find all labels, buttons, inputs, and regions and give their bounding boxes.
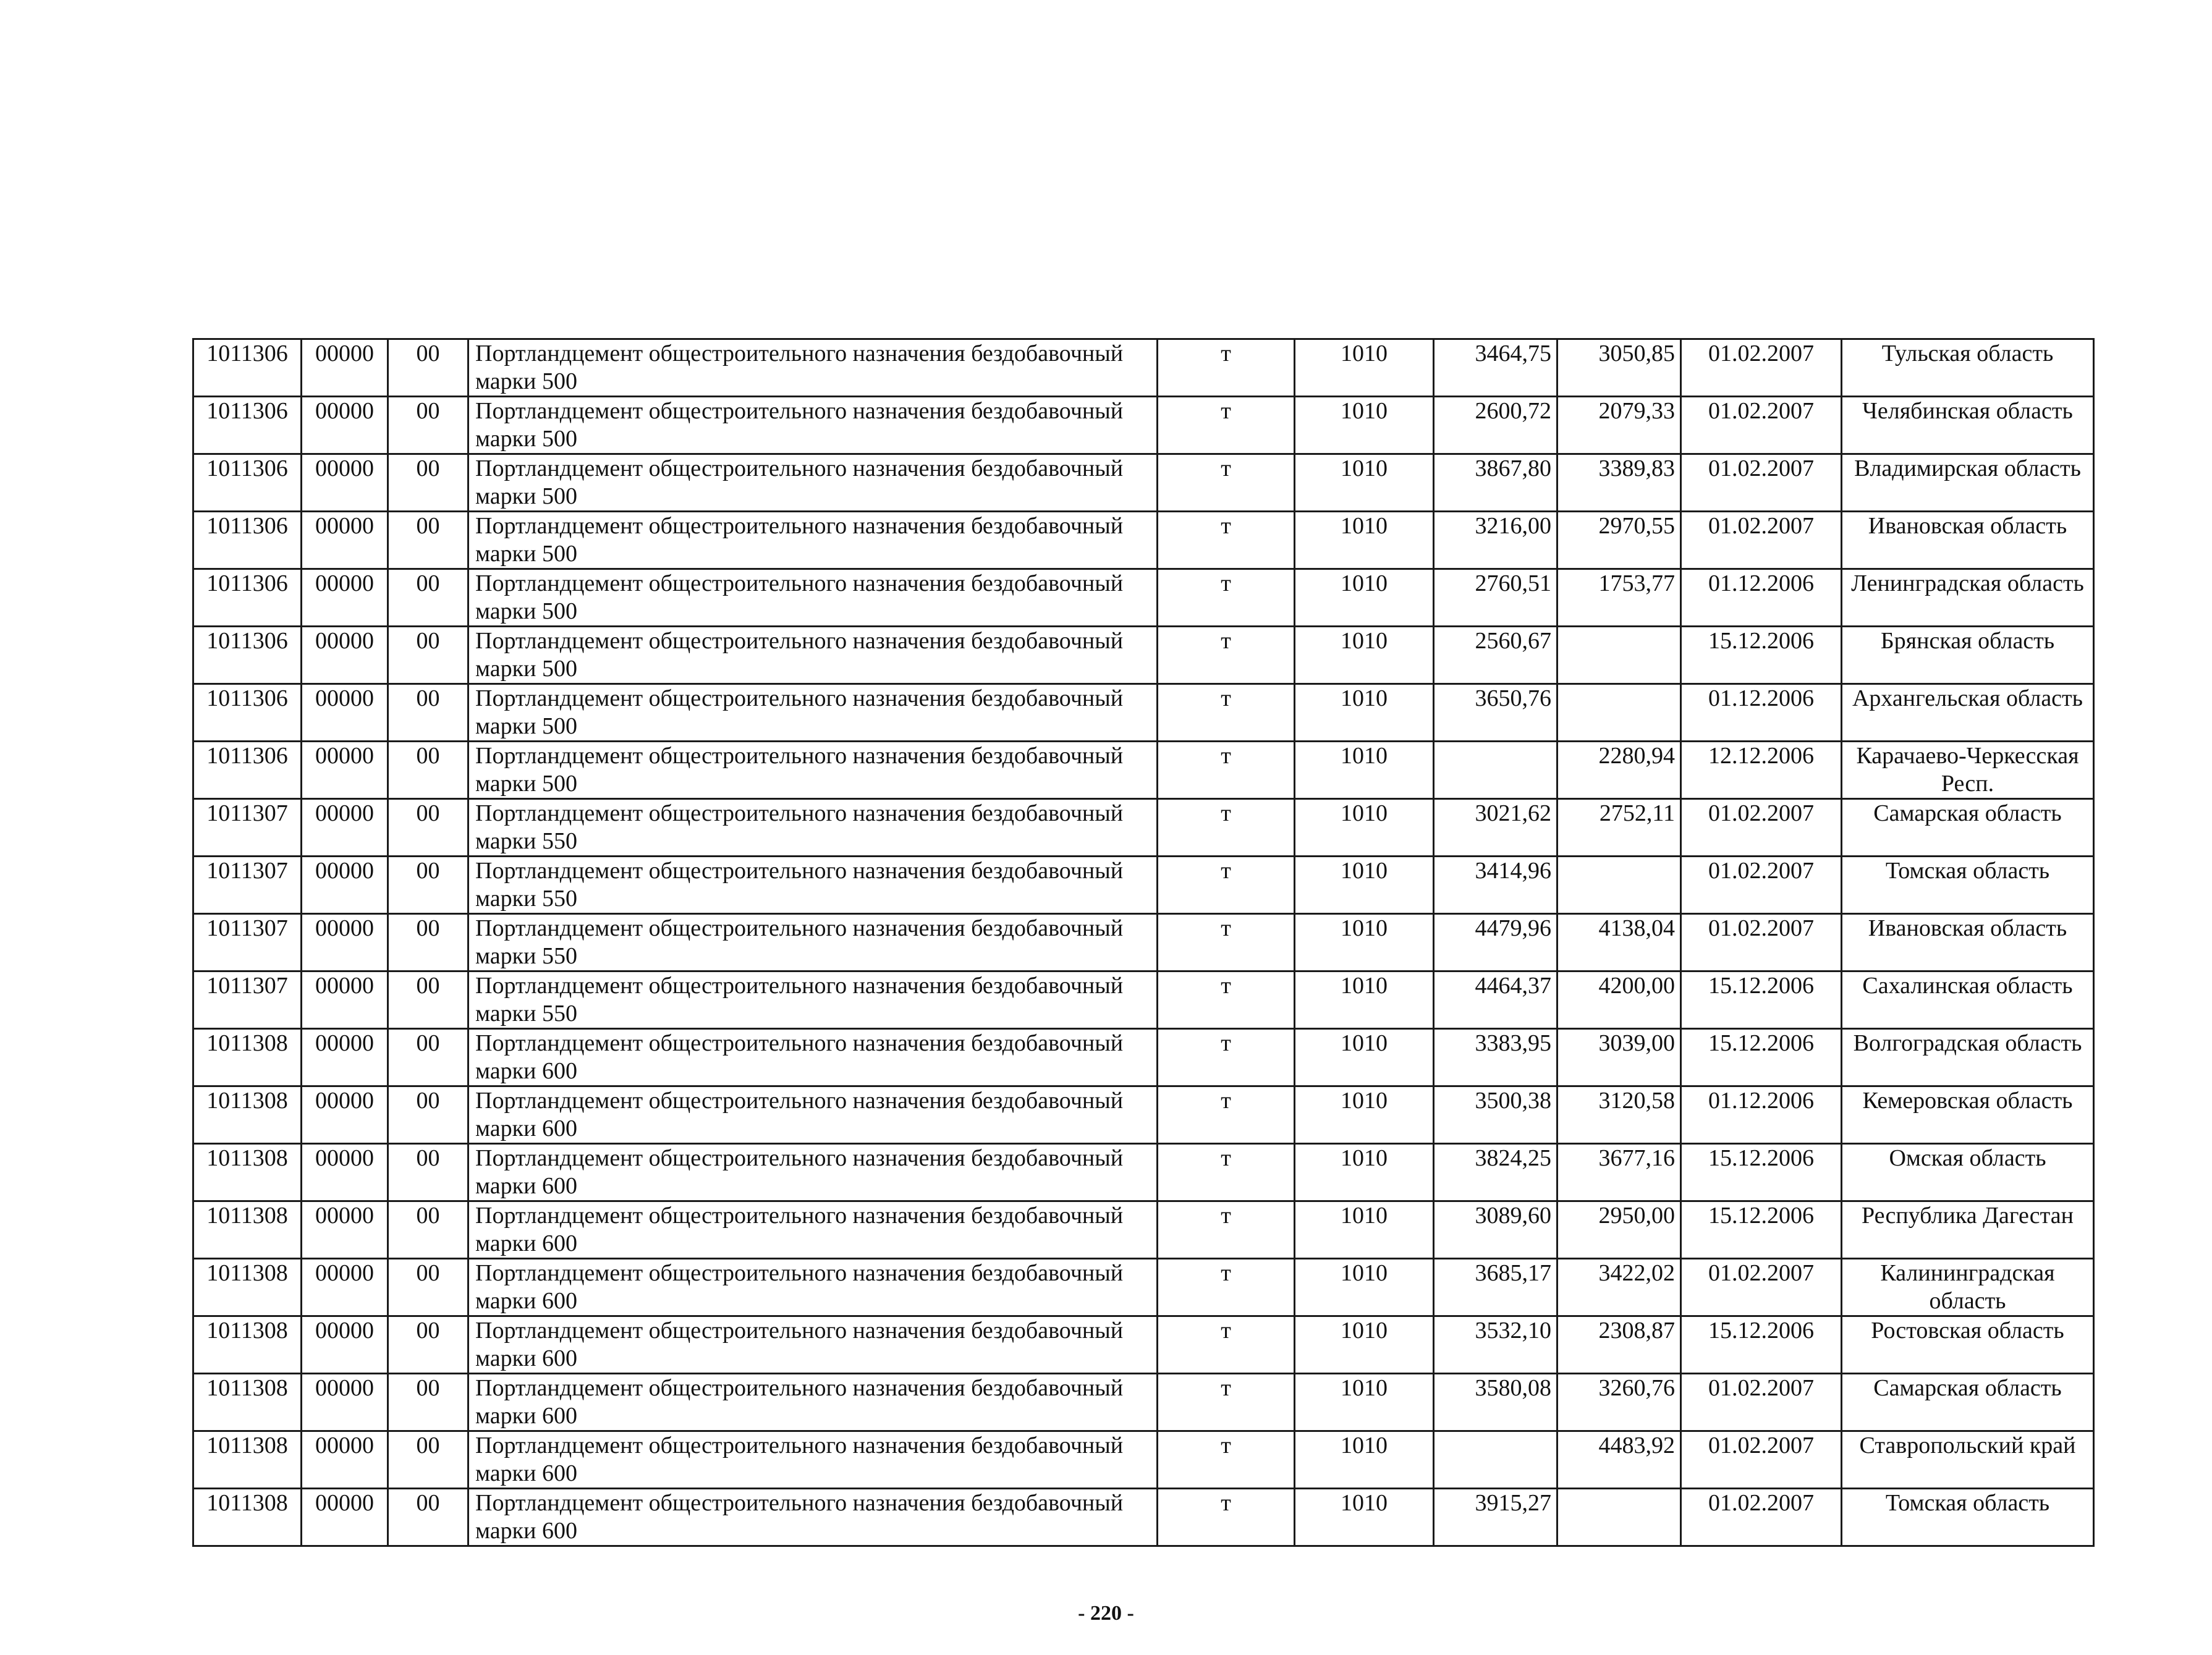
subcode-cell: 00000 [302, 971, 388, 1029]
unit-cell: т [1158, 454, 1295, 512]
region-cell: Тульская область [1842, 339, 2094, 397]
group-code-cell: 00 [388, 627, 468, 684]
product-code-cell: 1011308 [193, 1374, 302, 1431]
date-cell: 01.02.2007 [1681, 512, 1842, 569]
product-name-cell: Портландцемент общестроительного назначения бездобавочный марки 500 [468, 627, 1158, 684]
region-cell: Ставропольский край [1842, 1431, 2094, 1489]
product-name-cell: Портландцемент общестроительного назначения бездобавочный марки 550 [468, 914, 1158, 971]
group-code-cell: 00 [388, 742, 468, 799]
table-row [193, 1489, 2094, 1546]
price-1-cell: 4464,37 [1434, 971, 1557, 1029]
table-row [193, 339, 2094, 397]
region-cell: Томская область [1842, 1489, 2094, 1546]
table-row [193, 1431, 2094, 1489]
subcode-cell: 00000 [302, 684, 388, 742]
unit-code-cell: 1010 [1295, 1431, 1434, 1489]
price-1-cell: 3824,25 [1434, 1144, 1557, 1201]
group-code-cell: 00 [388, 971, 468, 1029]
date-cell: 01.12.2006 [1681, 1086, 1842, 1144]
unit-cell: т [1158, 339, 1295, 397]
product-code-cell: 1011306 [193, 512, 302, 569]
table-row [193, 684, 2094, 742]
unit-code-cell: 1010 [1295, 971, 1434, 1029]
price-2-cell: 2950,00 [1557, 1201, 1681, 1259]
subcode-cell: 00000 [302, 914, 388, 971]
table-row [193, 1086, 2094, 1144]
table-row [193, 1316, 2094, 1374]
subcode-cell: 00000 [302, 1201, 388, 1259]
date-cell: 15.12.2006 [1681, 1029, 1842, 1086]
subcode-cell: 00000 [302, 857, 388, 914]
region-cell: Сахалинская область [1842, 971, 2094, 1029]
unit-code-cell: 1010 [1295, 742, 1434, 799]
product-code-cell: 1011306 [193, 454, 302, 512]
region-cell: Томская область [1842, 857, 2094, 914]
region-cell: Челябинская область [1842, 397, 2094, 454]
unit-cell: т [1158, 684, 1295, 742]
date-cell: 01.02.2007 [1681, 914, 1842, 971]
region-cell: Ивановская область [1842, 512, 2094, 569]
price-1-cell: 2600,72 [1434, 397, 1557, 454]
product-code-cell: 1011307 [193, 799, 302, 857]
price-1-cell: 3915,27 [1434, 1489, 1557, 1546]
group-code-cell: 00 [388, 684, 468, 742]
price-2-cell: 3677,16 [1557, 1144, 1681, 1201]
subcode-cell: 00000 [302, 1431, 388, 1489]
product-name-cell: Портландцемент общестроительного назначения бездобавочный марки 500 [468, 512, 1158, 569]
unit-cell: т [1158, 1144, 1295, 1201]
product-name-cell: Портландцемент общестроительного назначения бездобавочный марки 600 [468, 1316, 1158, 1374]
subcode-cell: 00000 [302, 1374, 388, 1431]
product-name-cell: Портландцемент общестроительного назначения бездобавочный марки 550 [468, 971, 1158, 1029]
subcode-cell: 00000 [302, 799, 388, 857]
unit-cell: т [1158, 914, 1295, 971]
unit-code-cell: 1010 [1295, 512, 1434, 569]
group-code-cell: 00 [388, 799, 468, 857]
unit-code-cell: 1010 [1295, 1374, 1434, 1431]
subcode-cell: 00000 [302, 454, 388, 512]
price-2-cell: 2970,55 [1557, 512, 1681, 569]
table-row [193, 971, 2094, 1029]
table-row [193, 1374, 2094, 1431]
price-2-cell: 1753,77 [1557, 569, 1681, 627]
group-code-cell: 00 [388, 569, 468, 627]
table-row [193, 857, 2094, 914]
product-name-cell: Портландцемент общестроительного назначения бездобавочный марки 600 [468, 1086, 1158, 1144]
product-code-cell: 1011308 [193, 1029, 302, 1086]
group-code-cell: 00 [388, 1431, 468, 1489]
price-2-cell [1557, 857, 1681, 914]
region-cell: Брянская область [1842, 627, 2094, 684]
unit-cell: т [1158, 1201, 1295, 1259]
date-cell: 15.12.2006 [1681, 1201, 1842, 1259]
product-code-cell: 1011308 [193, 1259, 302, 1316]
product-name-cell: Портландцемент общестроительного назначения бездобавочный марки 600 [468, 1374, 1158, 1431]
price-table-container [192, 338, 2093, 1547]
product-name-cell: Портландцемент общестроительного назначения бездобавочный марки 600 [468, 1431, 1158, 1489]
price-1-cell: 3685,17 [1434, 1259, 1557, 1316]
product-name-cell: Портландцемент общестроительного назначения бездобавочный марки 500 [468, 569, 1158, 627]
price-2-cell: 3039,00 [1557, 1029, 1681, 1086]
unit-code-cell: 1010 [1295, 1489, 1434, 1546]
product-name-cell: Портландцемент общестроительного назначения бездобавочный марки 500 [468, 742, 1158, 799]
product-code-cell: 1011307 [193, 857, 302, 914]
product-name-cell: Портландцемент общестроительного назначения бездобавочный марки 600 [468, 1029, 1158, 1086]
product-name-cell: Портландцемент общестроительного назначения бездобавочный марки 550 [468, 857, 1158, 914]
unit-code-cell: 1010 [1295, 914, 1434, 971]
region-cell: Республика Дагестан [1842, 1201, 2094, 1259]
product-code-cell: 1011308 [193, 1316, 302, 1374]
price-1-cell: 4479,96 [1434, 914, 1557, 971]
product-code-cell: 1011306 [193, 569, 302, 627]
unit-cell: т [1158, 1431, 1295, 1489]
date-cell: 15.12.2006 [1681, 1316, 1842, 1374]
region-cell: Ленинградская область [1842, 569, 2094, 627]
price-2-cell: 3260,76 [1557, 1374, 1681, 1431]
price-1-cell: 3650,76 [1434, 684, 1557, 742]
product-name-cell: Портландцемент общестроительного назначения бездобавочный марки 500 [468, 339, 1158, 397]
unit-cell: т [1158, 512, 1295, 569]
unit-code-cell: 1010 [1295, 1201, 1434, 1259]
price-1-cell: 3867,80 [1434, 454, 1557, 512]
unit-cell: т [1158, 1259, 1295, 1316]
subcode-cell: 00000 [302, 742, 388, 799]
subcode-cell: 00000 [302, 1086, 388, 1144]
region-cell: Архангельская область [1842, 684, 2094, 742]
product-name-cell: Портландцемент общестроительного назначения бездобавочный марки 500 [468, 454, 1158, 512]
product-code-cell: 1011306 [193, 339, 302, 397]
date-cell: 01.02.2007 [1681, 799, 1842, 857]
unit-code-cell: 1010 [1295, 1144, 1434, 1201]
date-cell: 15.12.2006 [1681, 971, 1842, 1029]
table-row [193, 799, 2094, 857]
subcode-cell: 00000 [302, 512, 388, 569]
subcode-cell: 00000 [302, 569, 388, 627]
unit-code-cell: 1010 [1295, 1316, 1434, 1374]
date-cell: 01.02.2007 [1681, 339, 1842, 397]
region-cell: Кемеровская область [1842, 1086, 2094, 1144]
product-code-cell: 1011307 [193, 971, 302, 1029]
table-body [193, 339, 2094, 1546]
price-2-cell [1557, 627, 1681, 684]
product-name-cell: Портландцемент общестроительного назначения бездобавочный марки 550 [468, 799, 1158, 857]
date-cell: 01.02.2007 [1681, 1259, 1842, 1316]
unit-code-cell: 1010 [1295, 397, 1434, 454]
group-code-cell: 00 [388, 1259, 468, 1316]
date-cell: 15.12.2006 [1681, 1144, 1842, 1201]
region-cell: Омская область [1842, 1144, 2094, 1201]
region-cell: Владимирская область [1842, 454, 2094, 512]
price-2-cell: 2280,94 [1557, 742, 1681, 799]
group-code-cell: 00 [388, 1029, 468, 1086]
region-cell: Ивановская область [1842, 914, 2094, 971]
unit-code-cell: 1010 [1295, 627, 1434, 684]
table-row [193, 627, 2094, 684]
product-code-cell: 1011308 [193, 1431, 302, 1489]
table-row [193, 454, 2094, 512]
table-row [193, 397, 2094, 454]
unit-code-cell: 1010 [1295, 1029, 1434, 1086]
price-1-cell: 3532,10 [1434, 1316, 1557, 1374]
price-1-cell: 3216,00 [1434, 512, 1557, 569]
region-cell: Карачаево-Черкесская Респ. [1842, 742, 2094, 799]
subcode-cell: 00000 [302, 627, 388, 684]
region-cell: Самарская область [1842, 799, 2094, 857]
price-1-cell: 3580,08 [1434, 1374, 1557, 1431]
price-1-cell [1434, 1431, 1557, 1489]
price-1-cell: 2560,67 [1434, 627, 1557, 684]
unit-cell: т [1158, 1029, 1295, 1086]
date-cell: 01.02.2007 [1681, 857, 1842, 914]
table-row [193, 742, 2094, 799]
price-1-cell: 2760,51 [1434, 569, 1557, 627]
price-2-cell: 2079,33 [1557, 397, 1681, 454]
price-2-cell: 4483,92 [1557, 1431, 1681, 1489]
date-cell: 12.12.2006 [1681, 742, 1842, 799]
product-code-cell: 1011306 [193, 397, 302, 454]
unit-code-cell: 1010 [1295, 569, 1434, 627]
date-cell: 15.12.2006 [1681, 627, 1842, 684]
price-1-cell: 3383,95 [1434, 1029, 1557, 1086]
unit-code-cell: 1010 [1295, 684, 1434, 742]
group-code-cell: 00 [388, 1489, 468, 1546]
product-code-cell: 1011306 [193, 684, 302, 742]
unit-code-cell: 1010 [1295, 339, 1434, 397]
product-name-cell: Портландцемент общестроительного назначения бездобавочный марки 500 [468, 397, 1158, 454]
group-code-cell: 00 [388, 1086, 468, 1144]
region-cell: Волгоградская область [1842, 1029, 2094, 1086]
unit-cell: т [1158, 1374, 1295, 1431]
unit-code-cell: 1010 [1295, 1259, 1434, 1316]
product-code-cell: 1011308 [193, 1201, 302, 1259]
price-table [192, 338, 2095, 1547]
group-code-cell: 00 [388, 914, 468, 971]
table-row [193, 1259, 2094, 1316]
unit-cell: т [1158, 971, 1295, 1029]
unit-cell: т [1158, 1316, 1295, 1374]
unit-cell: т [1158, 1086, 1295, 1144]
group-code-cell: 00 [388, 1316, 468, 1374]
table-row [193, 569, 2094, 627]
date-cell: 01.12.2006 [1681, 569, 1842, 627]
table-row [193, 914, 2094, 971]
group-code-cell: 00 [388, 857, 468, 914]
unit-cell: т [1158, 1489, 1295, 1546]
group-code-cell: 00 [388, 454, 468, 512]
group-code-cell: 00 [388, 339, 468, 397]
table-row [193, 1144, 2094, 1201]
price-1-cell: 3464,75 [1434, 339, 1557, 397]
product-code-cell: 1011307 [193, 914, 302, 971]
subcode-cell: 00000 [302, 1144, 388, 1201]
price-2-cell: 3120,58 [1557, 1086, 1681, 1144]
price-2-cell [1557, 1489, 1681, 1546]
price-2-cell: 3389,83 [1557, 454, 1681, 512]
table-row [193, 512, 2094, 569]
subcode-cell: 00000 [302, 339, 388, 397]
date-cell: 01.02.2007 [1681, 397, 1842, 454]
unit-cell: т [1158, 799, 1295, 857]
date-cell: 01.02.2007 [1681, 1489, 1842, 1546]
unit-code-cell: 1010 [1295, 454, 1434, 512]
product-code-cell: 1011308 [193, 1144, 302, 1201]
table-row [193, 1029, 2094, 1086]
product-name-cell: Портландцемент общестроительного назначения бездобавочный марки 600 [468, 1259, 1158, 1316]
price-2-cell: 2752,11 [1557, 799, 1681, 857]
price-2-cell: 3050,85 [1557, 339, 1681, 397]
unit-cell: т [1158, 742, 1295, 799]
product-code-cell: 1011306 [193, 627, 302, 684]
date-cell: 01.02.2007 [1681, 454, 1842, 512]
page-number: - 220 - [1078, 1602, 1134, 1625]
date-cell: 01.02.2007 [1681, 1431, 1842, 1489]
price-2-cell: 4200,00 [1557, 971, 1681, 1029]
price-2-cell: 3422,02 [1557, 1259, 1681, 1316]
price-1-cell: 3500,38 [1434, 1086, 1557, 1144]
unit-cell: т [1158, 397, 1295, 454]
product-name-cell: Портландцемент общестроительного назначения бездобавочный марки 500 [468, 684, 1158, 742]
product-code-cell: 1011306 [193, 742, 302, 799]
unit-cell: т [1158, 857, 1295, 914]
unit-cell: т [1158, 627, 1295, 684]
unit-cell: т [1158, 569, 1295, 627]
subcode-cell: 00000 [302, 1316, 388, 1374]
price-1-cell: 3089,60 [1434, 1201, 1557, 1259]
unit-code-cell: 1010 [1295, 799, 1434, 857]
group-code-cell: 00 [388, 1144, 468, 1201]
price-2-cell: 2308,87 [1557, 1316, 1681, 1374]
price-1-cell: 3414,96 [1434, 857, 1557, 914]
unit-code-cell: 1010 [1295, 857, 1434, 914]
date-cell: 01.02.2007 [1681, 1374, 1842, 1431]
product-code-cell: 1011308 [193, 1489, 302, 1546]
subcode-cell: 00000 [302, 1259, 388, 1316]
unit-code-cell: 1010 [1295, 1086, 1434, 1144]
subcode-cell: 00000 [302, 1029, 388, 1086]
date-cell: 01.12.2006 [1681, 684, 1842, 742]
group-code-cell: 00 [388, 1374, 468, 1431]
price-2-cell: 4138,04 [1557, 914, 1681, 971]
group-code-cell: 00 [388, 512, 468, 569]
price-1-cell [1434, 742, 1557, 799]
group-code-cell: 00 [388, 1201, 468, 1259]
table-row [193, 1201, 2094, 1259]
group-code-cell: 00 [388, 397, 468, 454]
region-cell: Ростовская область [1842, 1316, 2094, 1374]
region-cell: Калининградская область [1842, 1259, 2094, 1316]
price-2-cell [1557, 684, 1681, 742]
product-name-cell: Портландцемент общестроительного назначения бездобавочный марки 600 [468, 1144, 1158, 1201]
product-name-cell: Портландцемент общестроительного назначения бездобавочный марки 600 [468, 1201, 1158, 1259]
product-code-cell: 1011308 [193, 1086, 302, 1144]
subcode-cell: 00000 [302, 397, 388, 454]
subcode-cell: 00000 [302, 1489, 388, 1546]
product-name-cell: Портландцемент общестроительного назначения бездобавочный марки 600 [468, 1489, 1158, 1546]
region-cell: Самарская область [1842, 1374, 2094, 1431]
price-1-cell: 3021,62 [1434, 799, 1557, 857]
